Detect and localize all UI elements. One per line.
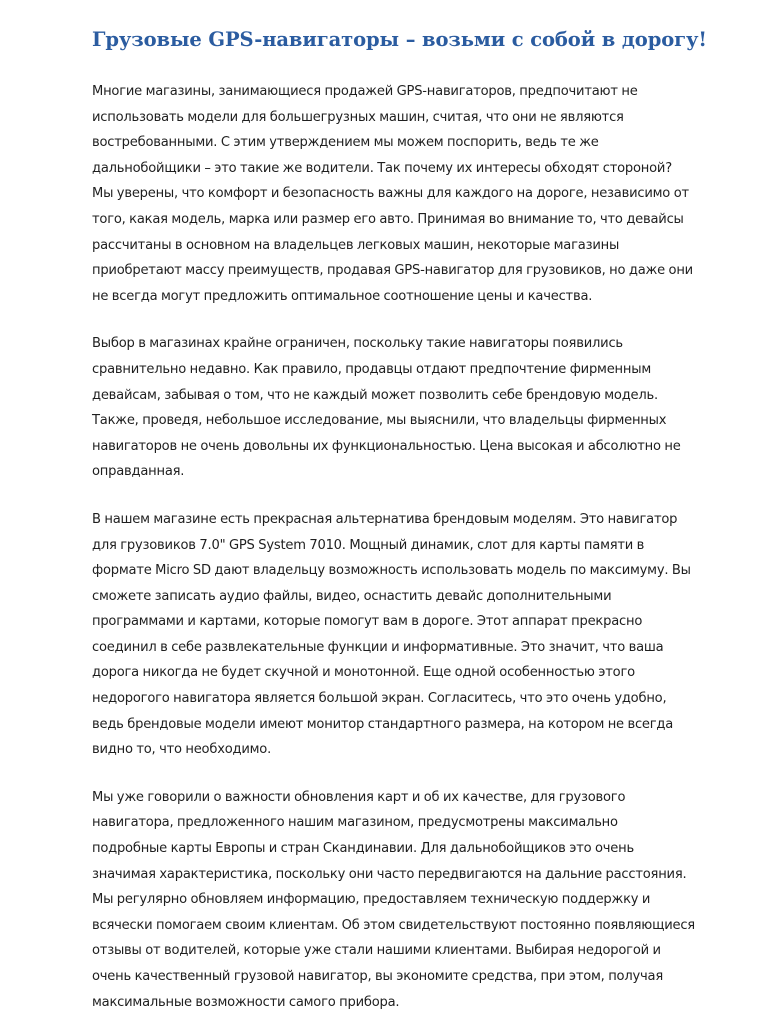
article-body [92,79,696,1015]
paragraph-2: Выбор в магазинах крайне ограничен, поскольку такие навигаторы появились сравнительно недавно. Как правило, продавцы отдают предпочтение фирменным девайсам, забывая о том, что не каждый может позволить себе брендовую модель. Также, проведя, небольшое исследование, мы выяснили, что владельцы фирменных навигаторов не очень довольны их функциональностью. Цена высокая и абсолютно не оправданная. [92,336,681,480]
page-title: Грузовые GPS-навигаторы – возьми с собой в дорогу! [92,28,707,51]
paragraph-3: В нашем магазине есть прекрасная альтернатива брендовым моделям. Это навигатор для грузовиков 7.0" GPS System 7010. Мощный динамик, слот для карты памяти в формате Micro SD дают владельцу возможность использовать модель по максимуму. Вы сможете записать аудио файлы, видео, оснастить девайс дополнительными программами и картами, которые помогут вам в дороге. Этот аппарат прекрасно соединил в себе развлекательные функции и информативные. Это значит, что ваша дорога никогда не будет скучной и монотонной. Еще одной особенностью этого недорогого навигатора является большой экран. Согласитесь, что это очень удобно, ведь брендовые модели имеют монитор стандартного размера, на котором не всегда видно то, что необходимо. [92,511,691,758]
article-container [92,0,707,1015]
paragraph-4: Мы уже говорили о важности обновления карт и об их качестве, для грузового навигатора, предложенного нашим магазином, предусмотрены максимально подробные карты Европы и стран Скандинавии. Для дальнобойщиков это очень значимая характеристика, поскольку они часто передвигаются на дальние расстояния. Мы регулярно обновляем информацию, предоставляем техническую поддержку и всячески помогаем своим клиентам. Об этом свидетельствуют постоянно появляющиеся отзывы от водителей, которые уже стали нашими клиентами. Выбирая недорогой и очень качественный грузовой навигатор, вы экономите средства, при этом, получая максимальные возможности самого прибора. [92,789,695,1010]
paragraph-1: Многие магазины, занимающиеся продажей GPS-навигаторов, предпочитают не использовать модели для большегрузных машин, считая, что они не являются востребованными. С этим утверждением мы можем поспорить, ведь те же дальнобойщики – это такие же водители. Так почему их интересы обходят стороной? Мы уверены, что комфорт и безопасность важны для каждого на дороге, независимо от того, какая модель, марка или размер его авто. Принимая во внимание то, что девайсы рассчитаны в основном на владельцев легковых машин, некоторые магазины приобретают массу преимуществ, продавая GPS-навигатор для грузовиков, но даже они не всегда могут предложить оптимальное соотношение цены и качества. [92,84,693,304]
